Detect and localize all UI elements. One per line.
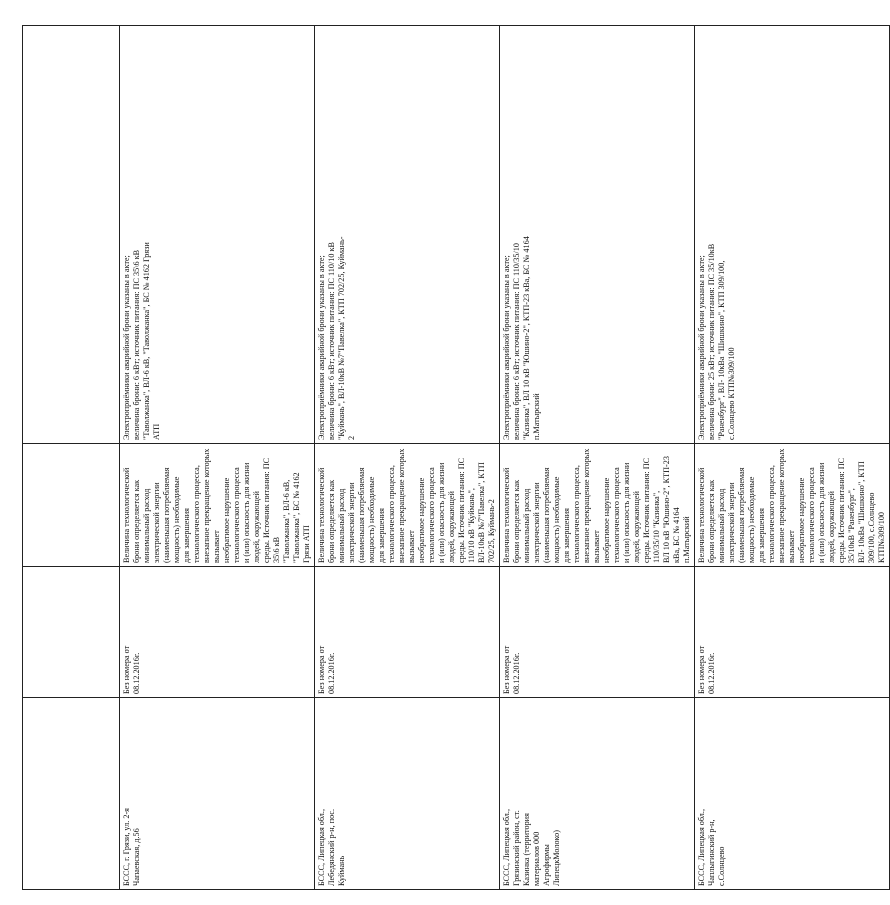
address-cell: БССС, Липецкая обл., Лебедянский р-н, пос. Куймань — [315, 698, 500, 890]
note-cell: Электроприёмники аварийной брони указаны в акте; величина брони: 25 кВт; источник питания: ПС 35/10кВ "Раненбург", ВЛ- 10кВа "Шишкино", КТП 309/100, с.Солнцево КТП№309/100 — [695, 26, 890, 444]
address-cell — [23, 698, 120, 890]
description-cell: Величина технологической брони определяется как минимальный расход электрической энергии (наименьшая потребляемая мощность) необходимые для завершения технологического процесса, внезапное прекращение которых вызывает необратимое нарушение технологического процесса и (или) опасность для жизни людей, окружающей среды. Источник питания: ПС 35/10кВ "Раненбург", ВЛ- 10кВа "Шишкино", КТП 309/100, с.Солнцево КТП№309/100 — [695, 444, 890, 567]
rotated-page — [22, 26, 886, 890]
note-cell: Электроприёмники аварийной брони указаны в акте; величина брони: 6 кВт; источник питания: ПС 35\6 кВ "Таволжанка", ВЛ-6 кВ, "Таволжанка", БС № 4162 Грязи АТП — [120, 26, 315, 444]
note-cell: Электроприёмники аварийной брони указаны в акте; величина брони: 6 кВт; источник питания: ПС 110/35/10 "Казинка", ВЛ 10 кВ "Юшино-2", КТП-23 кВа, БС № 4164 п.Матырский — [500, 26, 695, 444]
table-row — [315, 26, 500, 890]
note-cell — [23, 26, 120, 444]
description-cell: Величина технологической брони определяется как минимальный расход электрической энергии (наименьшая потребляемая мощность) необходимые для завершения технологического процесса, внезапное прекращение которых вызывает необратимое нарушение технологического процесса и (или) опасность для жизни людей, окружающей среды. Источник питания: ПС 110/35/10 "Казинка", ВЛ 10 кВ "Юшино-2", КТП-23 кВа, БС № 4164 п.Матырский — [500, 444, 695, 567]
description-cell — [23, 444, 120, 567]
address-cell: БССС, Липецкая обл., Чаплыгинский р-н, с.Солнцево — [695, 698, 890, 890]
table-row — [500, 26, 695, 890]
address-cell: БССС, Липецкая обл., Грязинский район, ст. Казинка (территория материалов 000 Агрофирмы ЛипецкМолоко) — [500, 698, 695, 890]
address-cell: БССС, г. Грязи, ул. 2-я Чапаевская, д.56 — [120, 698, 315, 890]
table-row — [695, 26, 890, 890]
document-cell: Без номера от 08.12.2016г. — [315, 567, 500, 698]
description-cell: Величина технологической брони определяется как минимальный расход электрической энергии (наименьшая потребляемая мощность) необходимые для завершения технологического процесса, внезапное прекращение которых вызывает необратимое нарушение технологического процесса и (или) опасность для жизни людей, окружающей среды. Источник питания: ПС 110/10 кВ "Куймань", ВЛ-10кВ №7"Павелка", КТП 702/25, Куймань-2 — [315, 444, 500, 567]
table-row — [23, 26, 120, 890]
description-cell: Величина технологической брони определяется как минимальный расход электрической энергии (наименьшая потребляемая мощность) необходимые для завершения технологического процесса, внезапное прекращение которых вызывает необратимое нарушение технологического процесса и (или) опасность для жизни людей, окружающей среды. Источник питания: ПС 35\6 кВ "Таволжанка", ВЛ-6 кВ, "Таволжанка", БС № 4162 Грязи АТП — [120, 444, 315, 567]
document-cell: Без номера от 08.12.2016г. — [695, 567, 890, 698]
rotated-content — [22, 26, 886, 890]
power-reserve-table — [22, 25, 890, 890]
document-cell: Без номера от 08.12.2016г. — [500, 567, 695, 698]
table-row — [120, 26, 315, 890]
document-cell: Без номера от 08.12.2016г. — [120, 567, 315, 698]
note-cell: Электроприёмники аварийной брони указаны в акте; величина брони: 6 кВт; источник питания: ПС 110/10 кВ "Куймань", ВЛ-10кВ №7"Павелка", КТП 702/25, Куймань- 2 — [315, 26, 500, 444]
document-cell — [23, 567, 120, 698]
